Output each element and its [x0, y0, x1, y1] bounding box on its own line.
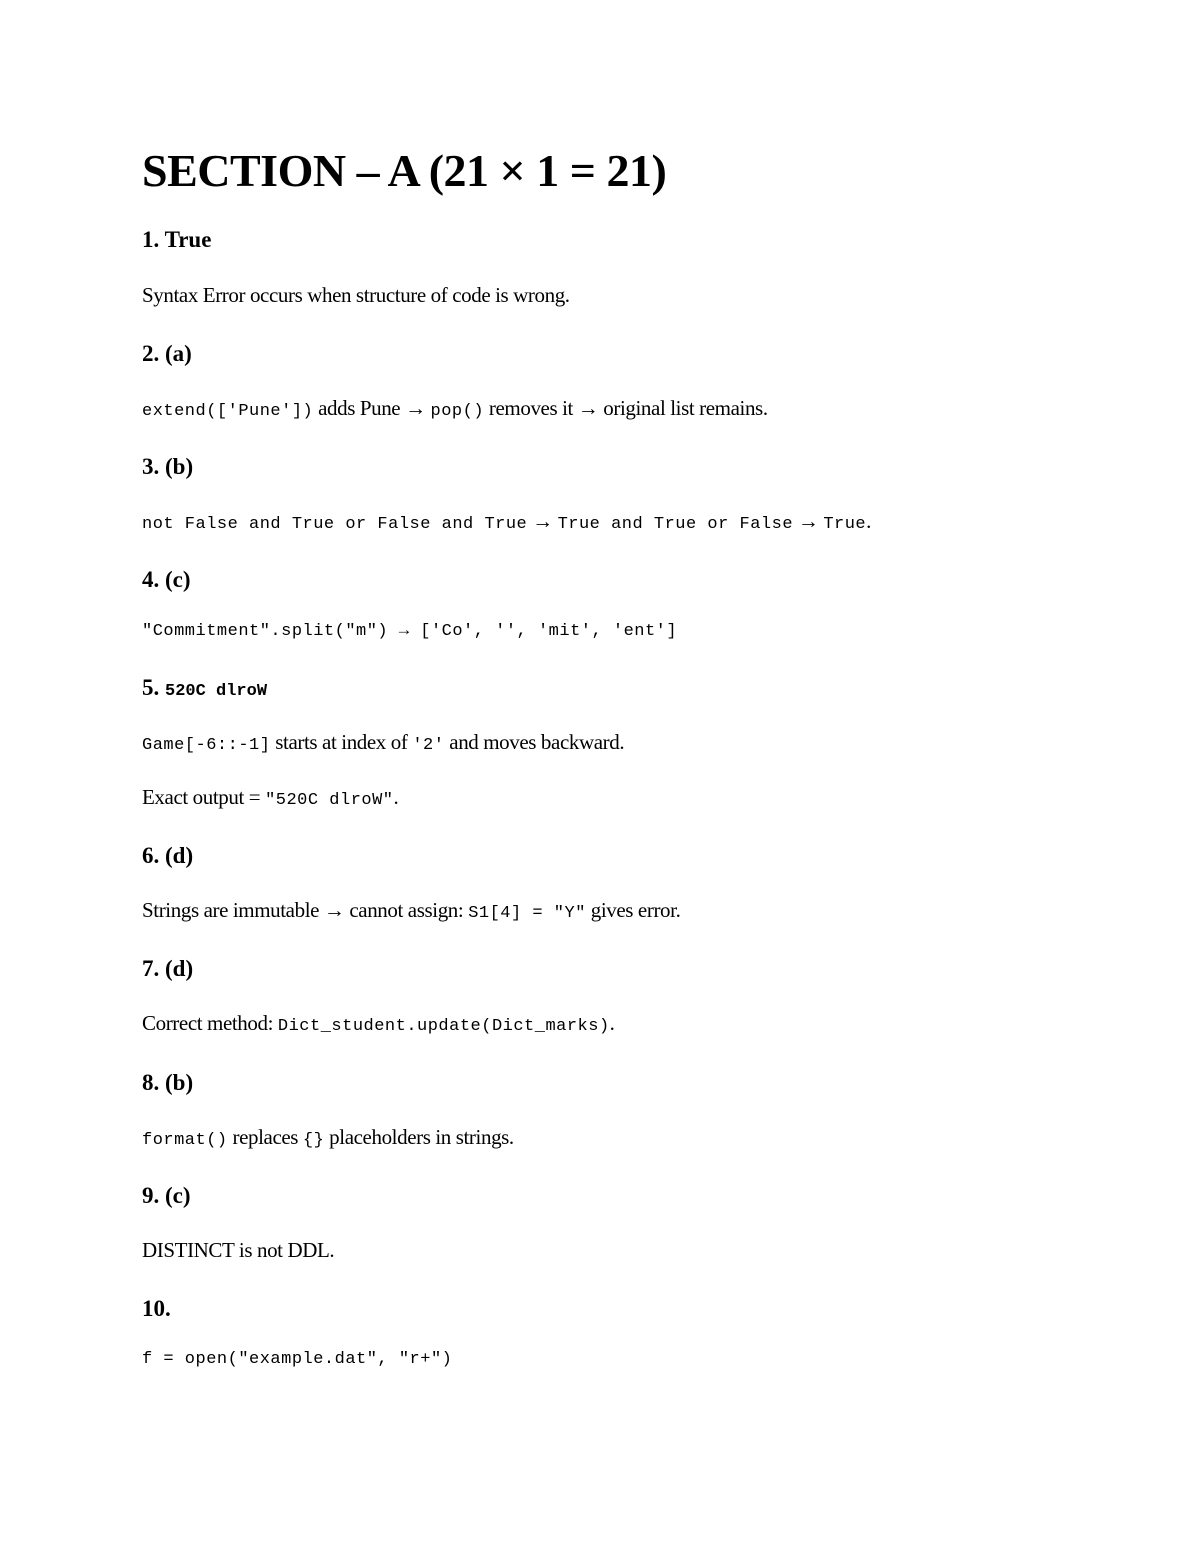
question-4-number: 4. (c)	[142, 567, 191, 592]
text-fragment: Correct method:	[142, 1011, 278, 1035]
question-10-number: 10.	[142, 1296, 171, 1321]
question-3-number: 3. (b)	[142, 454, 194, 479]
question-7-number: 7. (d)	[142, 956, 194, 981]
question-5-heading	[142, 676, 267, 700]
code-snippet: "520C dlroW"	[265, 791, 394, 810]
question-5-number: 5.	[142, 675, 160, 700]
text-fragment: Exact output =	[142, 785, 266, 809]
question-4-code: "Commitment".split("m") → ['Co', '', 'mit', 'ent']	[142, 622, 678, 641]
text-fragment: .	[609, 1011, 615, 1035]
code-snippet: {}	[302, 1131, 325, 1150]
text-fragment: Strings are immutable → cannot assign:	[142, 898, 469, 922]
text-fragment: adds Pune →	[313, 396, 431, 420]
text-fragment: and moves backward.	[444, 730, 625, 754]
code-snippet: extend(['Pune'])	[142, 402, 314, 421]
question-5-explanation	[142, 732, 624, 754]
code-snippet: True and True or False	[557, 515, 794, 534]
text-fragment: placeholders in strings.	[324, 1125, 514, 1149]
code-snippet: Dict_student.update(Dict_marks)	[277, 1017, 610, 1036]
question-5-output	[142, 787, 398, 809]
code-snippet: '2'	[412, 736, 445, 755]
code-snippet: pop()	[430, 402, 485, 421]
code-snippet: format()	[142, 1131, 228, 1150]
code-snippet: True	[823, 515, 867, 534]
text-fragment: removes it → original list remains.	[484, 396, 768, 420]
code-snippet: Game[-6::-1]	[142, 736, 271, 755]
section-title: SECTION – A (21 × 1 = 21)	[142, 145, 667, 196]
question-1-explanation: Syntax Error occurs when structure of code is wrong.	[142, 283, 570, 307]
question-2-explanation	[142, 398, 768, 420]
question-8-number: 8. (b)	[142, 1070, 194, 1095]
text-fragment: replaces	[227, 1125, 303, 1149]
question-9-explanation: DISTINCT is not DDL.	[142, 1238, 335, 1262]
question-9-number: 9. (c)	[142, 1183, 191, 1208]
question-5-answer: 520C dlroW	[165, 682, 268, 701]
code-snippet: S1[4] = "Y"	[468, 904, 586, 923]
question-10-code: f = open("example.dat", "r+")	[142, 1350, 453, 1369]
text-fragment: starts at index of	[270, 730, 413, 754]
text-fragment: gives error.	[585, 898, 681, 922]
text-fragment: .	[393, 785, 399, 809]
question-2-number: 2. (a)	[142, 341, 192, 366]
question-6-explanation	[142, 900, 680, 922]
question-3-explanation	[142, 511, 871, 533]
arrow-text: →	[527, 509, 558, 533]
question-6-number: 6. (d)	[142, 843, 194, 868]
code-snippet: not False and True or False and True	[142, 515, 528, 534]
text-fragment: .	[866, 509, 871, 533]
question-1-number: 1. True	[142, 227, 212, 252]
question-7-explanation	[142, 1013, 615, 1035]
arrow-text: →	[793, 509, 824, 533]
question-8-explanation	[142, 1127, 514, 1149]
